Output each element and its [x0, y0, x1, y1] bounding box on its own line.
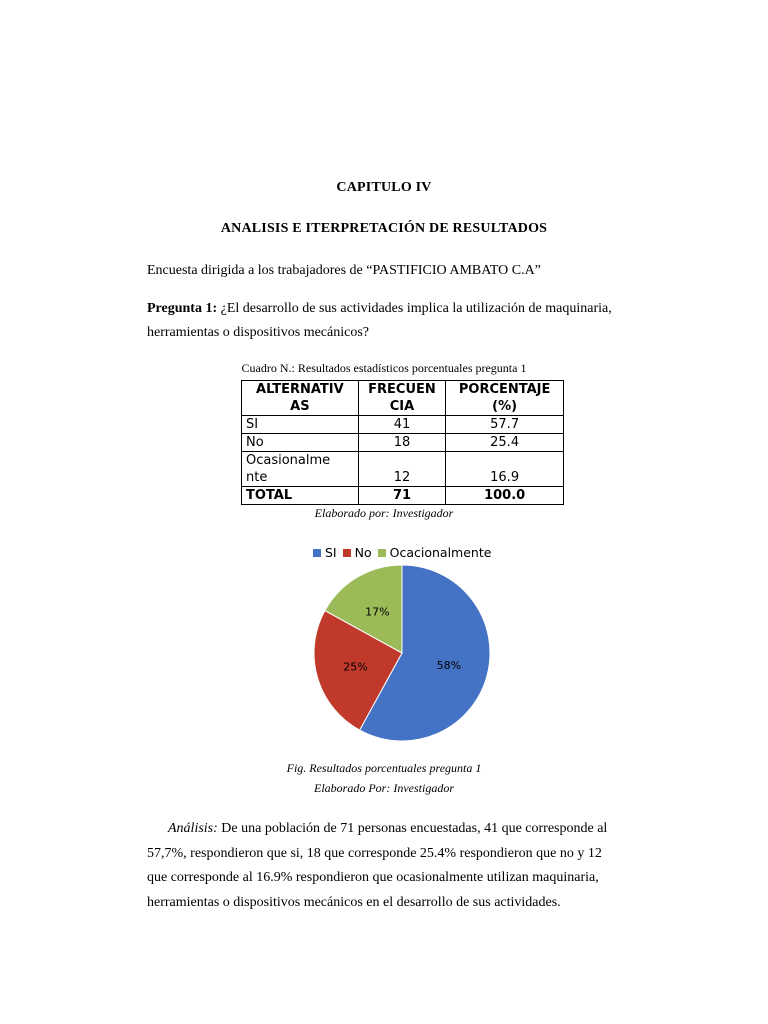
cell-freq: 12 — [358, 452, 446, 487]
analysis-paragraph — [147, 817, 658, 915]
cell-freq: 41 — [358, 416, 446, 434]
header-porcentaje: PORCENTAJE (%) — [446, 381, 564, 416]
cell-pct: 16.9 — [446, 452, 564, 487]
legend-label: SI — [325, 545, 337, 560]
analysis-line: herramientas o dispositivos mecánicos en el desarrollo de sus actividades. — [147, 894, 561, 910]
cell-pct: 57.7 — [446, 416, 564, 434]
cell-freq: 18 — [358, 434, 446, 452]
analysis-line: Análisis: De una población de 71 personas encuestadas, 41 que corresponde al — [168, 821, 608, 836]
legend-label: No — [354, 545, 372, 560]
cell-alt: Ocasionalme nte — [242, 452, 359, 487]
survey-intro: Encuesta dirigida a los trabajadores de “PASTIFICIO AMBATO C.A” — [147, 263, 541, 278]
pie-data-label: 25% — [343, 660, 368, 674]
cell-alt: No — [242, 434, 359, 452]
question-line-1 — [147, 297, 627, 321]
legend-entry — [343, 545, 372, 560]
cell-total-freq: 71 — [358, 487, 446, 505]
section-title: ANALISIS E ITERPRETACIÓN DE RESULTADOS — [220, 221, 548, 236]
legend-label: Ocacionalmente — [389, 545, 492, 560]
question-label: Pregunta 1: — [147, 301, 218, 316]
figure-source: Elaborado Por: Investigador — [314, 781, 454, 795]
question-line-2: herramientas o dispositivos mecánicos? — [147, 325, 369, 340]
cell-total-label: TOTAL — [242, 487, 359, 505]
legend-swatch — [313, 549, 321, 557]
analysis-line: 57,7%, respondieron que si, 18 que corresponde 25.4% respondieron que no y 12 — [147, 845, 602, 861]
table-row — [242, 452, 564, 487]
legend-swatch — [378, 549, 386, 557]
chapter-title: CAPITULO IV — [336, 180, 432, 195]
table-total-row — [242, 487, 564, 505]
legend-swatch — [343, 549, 351, 557]
table-row — [242, 434, 564, 452]
table-source: Elaborado por: Investigador — [314, 506, 454, 520]
table-caption: Cuadro N.: Resultados estadísticos porcentuales pregunta 1 — [241, 361, 527, 375]
pie-data-label: 58% — [436, 659, 462, 673]
analysis-label: Análisis: — [168, 821, 218, 836]
pie-chart — [300, 562, 504, 748]
legend-entry — [313, 545, 337, 560]
header-frecuencia: FRECUEN CIA — [358, 381, 446, 416]
figure-caption: Fig. Resultados porcentuales pregunta 1 — [286, 761, 482, 775]
legend-entry — [378, 545, 492, 560]
cell-total-pct: 100.0 — [446, 487, 564, 505]
cell-alt: SI — [242, 416, 359, 434]
results-table — [241, 380, 564, 505]
cell-pct: 25.4 — [446, 434, 564, 452]
table-header-row — [242, 381, 564, 416]
table-row — [242, 416, 564, 434]
analysis-line: que corresponde al 16.9% respondieron que ocasionalmente utilizan maquinaria, — [147, 870, 599, 885]
chart-legend — [313, 545, 497, 560]
question-text-1: ¿El desarrollo de sus actividades implica la utilización de maquinaria, — [217, 301, 612, 316]
header-alternativas: ALTERNATIV AS — [242, 381, 359, 416]
pie-data-label: 17% — [365, 605, 390, 619]
question-block — [147, 297, 627, 345]
